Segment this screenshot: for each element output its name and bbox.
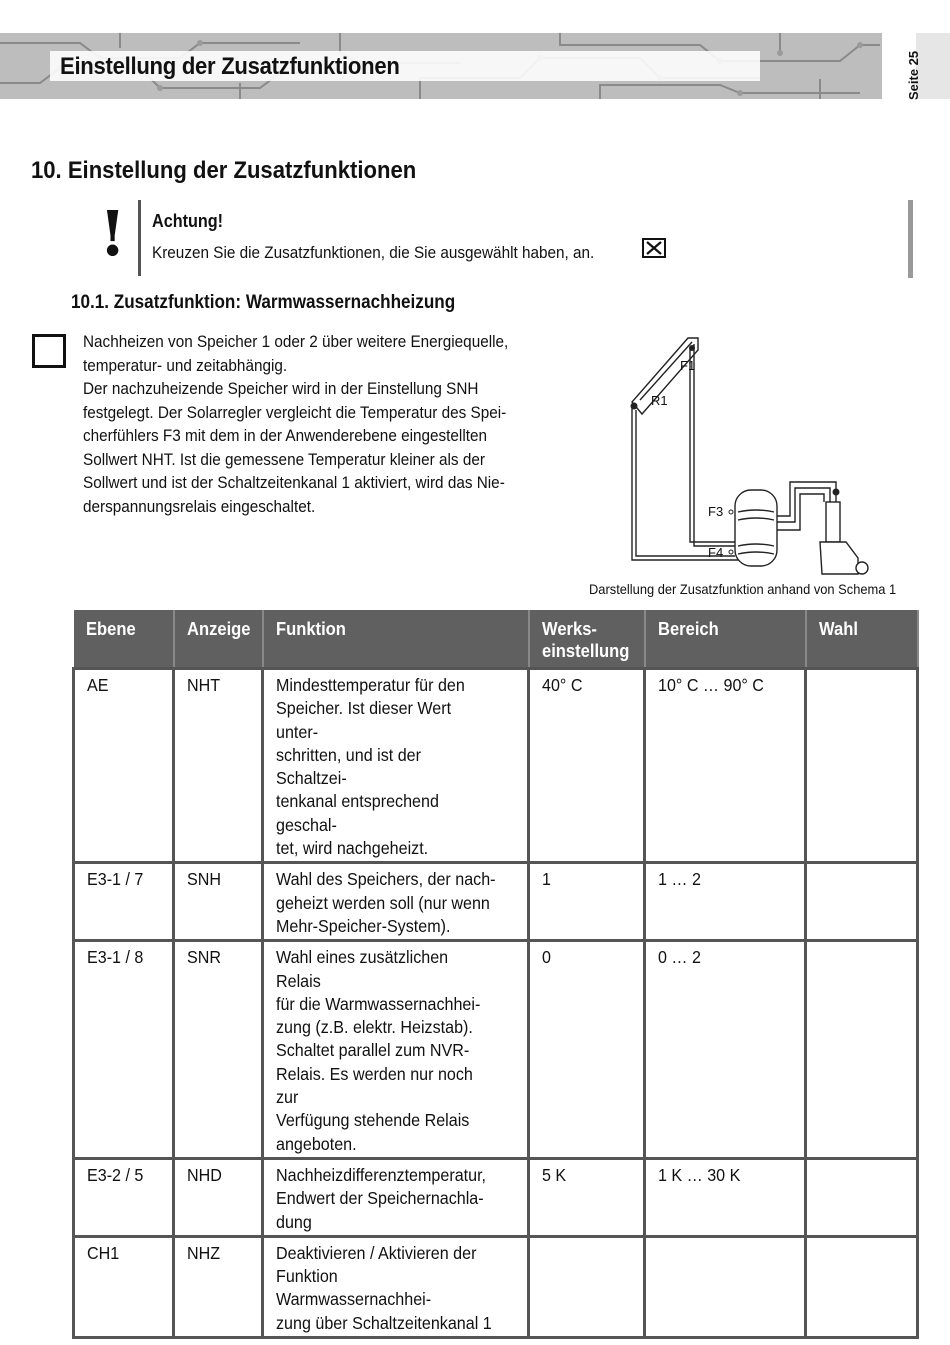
paragraph-line: Nachheizen von Speicher 1 oder 2 über weitere Energiequelle, [83,332,509,351]
cell-bereich: 0 … 2 [645,941,806,1159]
cell-ebene: E3-1 / 7 [74,863,174,941]
exclamation-icon: ! [99,197,127,270]
cell-funktion: Wahl eines zusätzlichen Relais für die Warmwassernachhei- zung (z.B. elektr. Heizstab). Schaltet parallel zum NVR- Relais. Es werden nur noch zur Verfügung stehende Relais angeboten. [263,941,529,1159]
cell-funktion: Wahl des Speichers, der nach- geheizt werden soll (nur wenn Mehr-Speicher-System). [263,863,529,941]
cell-anzeige: NHZ [174,1236,263,1337]
header-ebene: Ebene [74,610,174,669]
sensor-label-f1: F1 [680,358,696,373]
sensor-label-r1: R1 [651,393,668,408]
subsection-heading: 10.1. Zusatzfunktion: Warmwassernachheizung [71,292,456,313]
paragraph-line: festgelegt. Der Solarregler vergleicht die Temperatur des Spei- [83,402,507,422]
cell-anzeige: NHT [174,669,263,863]
cell-werkseinstellung [529,1236,645,1337]
crossed-checkbox-icon [642,238,666,258]
warning-text: Kreuzen Sie die Zusatzfunktionen, die Sie ausgewählt haben, an. [152,243,595,262]
header-title: Einstellung der Zusatzfunktionen [60,53,400,80]
solar-schema-diagram [590,330,910,580]
description-paragraph [83,330,603,518]
cell-bereich: 1 … 2 [645,863,806,941]
cell-ebene: E3-2 / 5 [74,1158,174,1236]
cell-anzeige: SNR [174,941,263,1159]
diagram-caption: Darstellung der Zusatzfunktion anhand von Schema 1 [589,581,897,597]
auxiliary-heater [820,542,858,574]
cell-wahl[interactable] [806,941,918,1159]
paragraph-line: Der nachzuheizende Speicher wird in der Einstellung SNH [83,379,479,398]
cell-funktion: Mindesttemperatur für den Speicher. Ist dieser Wert unter- schritten, und ist der Schaltzei- tenkanal entsprechend geschal- tet, wird nachgeheizt. [263,669,529,863]
storage-tank [735,490,777,566]
parameter-table [72,610,919,1339]
cell-bereich: 1 K … 30 K [645,1158,806,1236]
table-header-row [74,610,918,669]
table-row [74,1236,918,1337]
cell-wahl[interactable] [806,669,918,863]
page-number: Seite 25 [906,50,921,100]
table-row [74,1158,918,1236]
warning-divider-left [138,200,141,276]
cross-icon [644,240,664,256]
cell-werkseinstellung: 1 [529,863,645,941]
cell-ebene: AE [74,669,174,863]
cell-ebene: CH1 [74,1236,174,1337]
cell-werkseinstellung: 40° C [529,669,645,863]
header-funktion: Funktion [263,610,529,669]
header-anzeige: Anzeige [174,610,263,669]
table-row [74,863,918,941]
header-bereich: Bereich [645,610,806,669]
cell-werkseinstellung: 5 K [529,1158,645,1236]
cell-bereich: 10° C … 90° C [645,669,806,863]
paragraph-line: cherfühlers F3 mit dem in der Anwenderebene eingestellten [83,426,487,445]
cell-bereich [645,1236,806,1337]
table-row [74,941,918,1159]
cell-funktion: Nachheizdifferenztemperatur, Endwert der Speichernachla- dung [263,1158,529,1236]
header-banner [0,33,950,99]
warning-title: Achtung! [152,211,224,231]
cell-anzeige: NHD [174,1158,263,1236]
header-werkseinstellung: Werks- einstellung [529,610,645,669]
sensor-label-f3: F3 [708,504,724,519]
paragraph-line: Sollwert NHT. Ist die gemessene Temperatur kleiner als der [83,449,485,469]
cell-werkseinstellung: 0 [529,941,645,1159]
table-row [74,669,918,863]
cell-ebene: E3-1 / 8 [74,941,174,1159]
cell-wahl[interactable] [806,1158,918,1236]
header-wahl: Wahl [806,610,918,669]
cell-wahl[interactable] [806,1236,918,1337]
sensor-label-f4: F4 [708,545,724,560]
paragraph-line: temperatur- und zeitabhängig. [83,355,288,375]
warning-divider-right [908,200,913,278]
cell-anzeige: SNH [174,863,263,941]
cell-funktion: Deaktivieren / Aktivieren der Funktion Warmwassernachhei- zung über Schaltzeitenkanal 1 [263,1236,529,1337]
section-heading: 10. Einstellung der Zusatzfunktionen [31,157,417,184]
cell-wahl[interactable] [806,863,918,941]
paragraph-line: derspannungsrelais eingeschaltet. [83,496,316,516]
paragraph-line: Sollwert und ist der Schaltzeitenkanal 1 aktiviert, wird das Nie- [83,473,505,492]
function-select-checkbox[interactable] [32,334,66,368]
